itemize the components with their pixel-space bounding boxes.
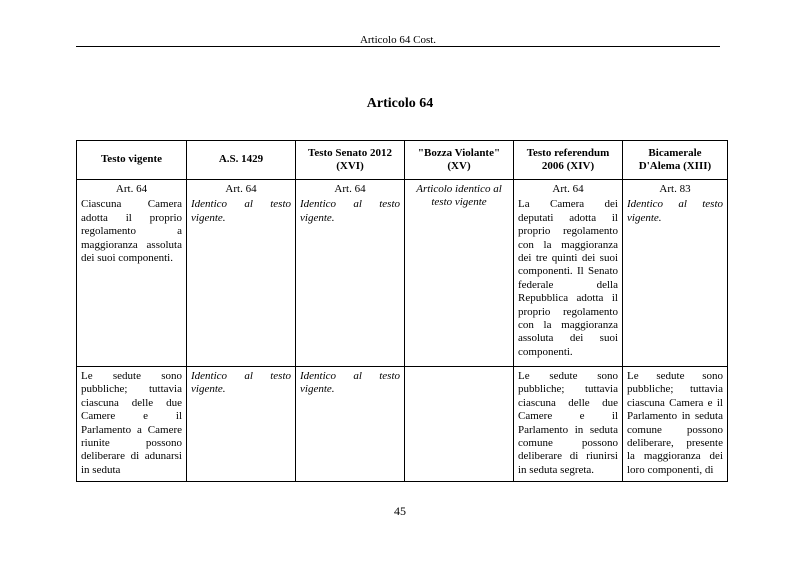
column-header: "Bozza Violante" (XV): [405, 141, 514, 180]
article-title: Articolo 64: [366, 96, 434, 111]
cell-text: Ciascuna Camera adotta il proprio regolamento a maggioranza assoluta dei suoi componenti.: [81, 198, 182, 265]
cell-text: Identico al testo vigente.: [300, 198, 400, 224]
article-number: Art. 64: [115, 183, 148, 195]
cell-text: La Camera dei deputati adotta il proprio regolamento con la maggioranza dei tre quinti dei suoi componenti. Il Senato federale della Repubblica adotta il proprio regolamento con la maggioranza assoluta dei suoi componenti.: [518, 198, 618, 358]
table-cell: [623, 180, 728, 367]
cell-text: Le sedute sono pubbliche; tuttavia ciascuna delle due Camere e il Parlamento a Camere riunite possono deliberare di adunarsi in seduta: [81, 370, 182, 476]
table-cell: [296, 367, 405, 482]
column-header: A.S. 1429: [187, 141, 296, 180]
running-header: Articolo 64 Cost.: [359, 34, 437, 46]
table-cell: [514, 180, 623, 367]
page-number: 45: [394, 504, 406, 518]
article-number: Art. 83: [659, 183, 691, 195]
table-cell: [623, 367, 728, 482]
table-row: [77, 180, 728, 367]
table-cell: [405, 367, 514, 482]
article-number: Art. 64: [225, 183, 257, 195]
table-cell: [187, 367, 296, 482]
table-cell: [77, 180, 187, 367]
cell-text: Identico al testo vigente.: [300, 370, 400, 396]
cell-text: Le sedute sono pubbliche; tuttavia ciascuna delle due Camere e il Parlamento in seduta comune possono deliberare di riunirsi in seduta segreta.: [518, 370, 618, 476]
cell-text: Articolo identico al testo vigente: [416, 183, 502, 209]
column-header: Testo Senato 2012 (XVI): [296, 141, 405, 180]
cell-text: Identico al testo vigente.: [191, 370, 291, 396]
column-header: Testo referendum 2006 (XIV): [514, 141, 623, 180]
table-cell: [77, 367, 187, 482]
table-cell: [296, 180, 405, 367]
table-header-row: [77, 141, 728, 180]
column-header: Testo vigente: [77, 141, 187, 180]
article-number: Art. 64: [552, 183, 584, 195]
cell-text: Le sedute sono pubbliche; tuttavia ciascuna Camera e il Parlamento in seduta comune possono deliberare, presente la maggioranza dei loro componenti, di: [627, 370, 723, 476]
cell-text: Identico al testo vigente.: [191, 198, 291, 224]
table-row: [77, 367, 728, 482]
cell-text: Identico al testo vigente.: [627, 198, 723, 224]
table-cell: [405, 180, 514, 367]
table-cell: [187, 180, 296, 367]
table-cell: [514, 367, 623, 482]
header-rule: [76, 46, 720, 47]
column-header: Bicamerale D'Alema (XIII): [623, 141, 728, 180]
comparison-table: [76, 140, 728, 482]
article-number: Art. 64: [334, 183, 366, 195]
